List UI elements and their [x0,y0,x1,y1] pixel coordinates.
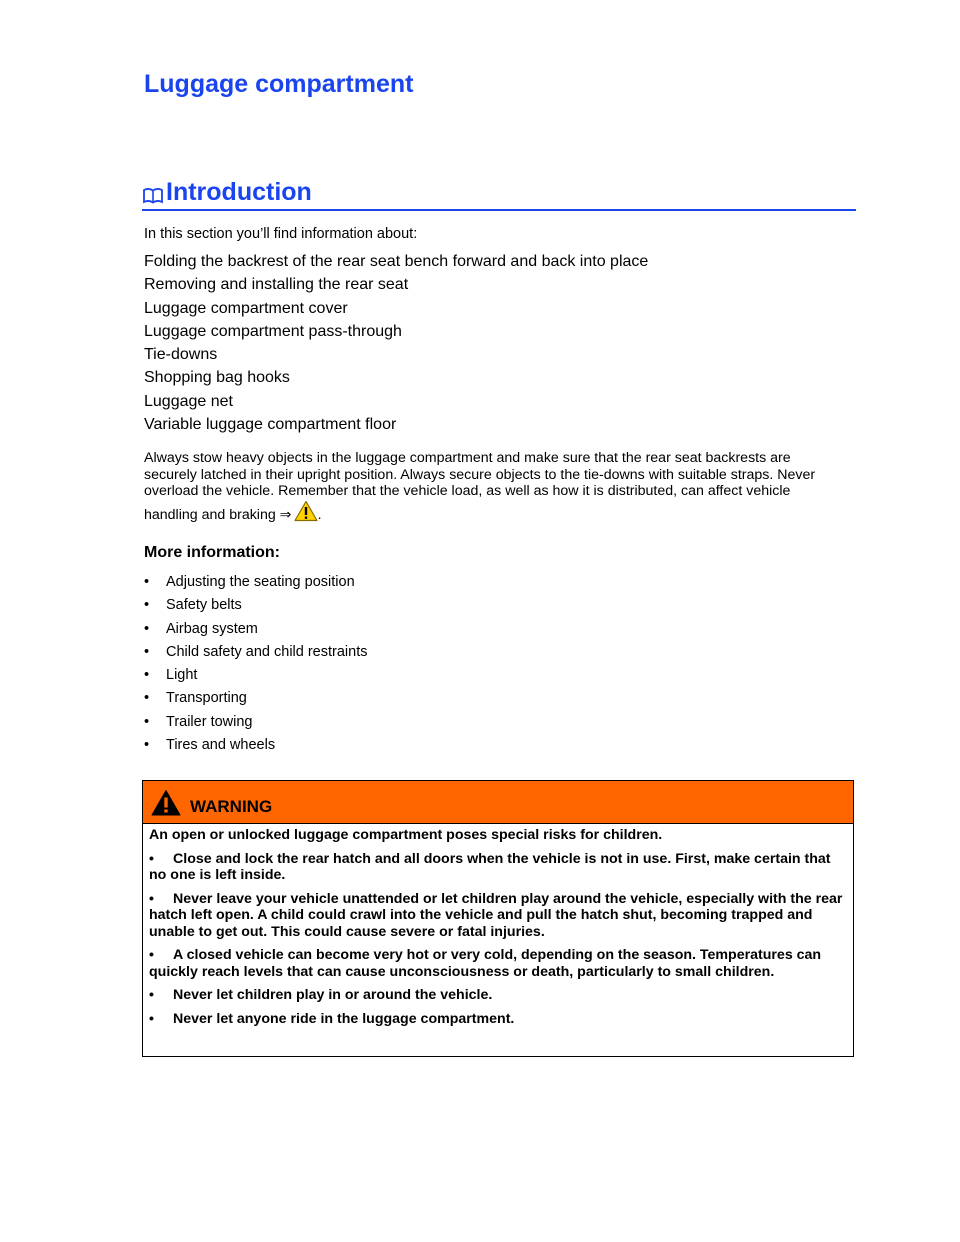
warning-label: WARNING [190,797,273,816]
section-title: Introduction [166,178,312,206]
warning-body [149,827,849,1034]
warning-item [149,987,849,1004]
more-info-label: Safety belts [166,597,242,614]
more-info-label: Transporting [166,690,247,707]
bullet: • [144,597,150,614]
bullet: • [149,987,154,1003]
more-info-item[interactable] [144,571,368,594]
paragraph-end: . [317,506,322,523]
warning-item-text: Never let anyone ride in the luggage compartment. [173,1010,515,1027]
topic-link[interactable]: Luggage compartment cover [144,299,348,317]
bullet: • [144,737,150,754]
bullet: • [144,667,150,684]
warning-item [149,891,849,941]
more-info-label: Airbag system [166,620,258,637]
topic-link[interactable]: Luggage compartment pass-through [144,322,402,340]
warning-item-text: A closed vehicle can become very hot or very cold, depending on the season. Temperatures can quickly reach levels that can cause unconsciousness or death, particularly to small children. [149,947,822,980]
warning-item-text: Close and lock the rear hatch and all doors when the vehicle is not in use. First, make certain that no one is left inside. [149,850,831,883]
book-icon [142,187,164,209]
warning-item-text: Never leave your vehicle unattended or let children play around the vehicle, especially with the rear hatch left open. A child could crawl into the vehicle and pull the hatch shut, becoming trapped and unable to get out. This could cause severe or fatal injuries. [149,890,843,940]
warning-item [149,1011,849,1028]
warning-intro: An open or unlocked luggage compartment poses special risks for children. [149,827,663,843]
more-info-item[interactable] [144,711,368,734]
intro-text: In this section you’ll find information about: [144,226,418,242]
warning-triangle-icon [151,789,181,822]
more-info-item[interactable] [144,618,368,641]
warning-item [149,851,849,884]
page-title: Luggage compartment [144,70,414,98]
more-info-list [144,571,368,757]
more-info-heading: More information: [144,544,280,561]
bullet: • [149,890,154,907]
more-info-label: Child safety and child restraints [166,643,368,660]
more-info-label: Tires and wheels [166,737,276,754]
topic-link[interactable]: Variable luggage compartment floor [144,416,397,434]
warning-header [143,781,853,824]
bullet: • [149,947,154,963]
topics-list [144,250,648,436]
bullet: • [149,850,154,867]
topic-link[interactable]: Folding the backrest of the rear seat bench forward and back into place [144,253,649,270]
more-info-item[interactable] [144,664,368,687]
bullet: • [144,574,150,590]
bullet: • [144,713,150,730]
more-info-item[interactable] [144,734,368,757]
warning-item-text: Never let children play in or around the vehicle. [173,987,493,1003]
topic-link[interactable]: Removing and installing the rear seat [144,276,409,294]
more-info-label: Trailer towing [166,713,253,730]
body-paragraph [144,450,844,526]
paragraph-text: Always stow heavy objects in the luggage compartment and make sure that the rear seat backrests are securely latched in their upright position. Always secure objects to the tie-downs with suitable straps. Never overload the vehicle. Remember that the vehicle load, as well as how it is distributed, can affect vehicle handling and braking ⇒ [144,450,816,523]
bullet: • [144,690,150,707]
topic-link[interactable]: Shopping bag hooks [144,369,290,387]
more-info-item[interactable] [144,594,368,617]
more-info-item[interactable] [144,641,368,664]
warning-box [142,780,854,1057]
more-info-item[interactable] [144,687,368,710]
warning-item [149,947,849,980]
section-header [142,178,856,211]
more-info-label: Adjusting the seating position [166,574,355,590]
bullet: • [144,620,150,637]
more-info-label: Light [166,667,198,684]
topic-link[interactable]: Luggage net [144,392,233,410]
topic-link[interactable]: Tie-downs [144,346,218,364]
warning-reference-icon[interactable] [294,500,318,527]
bullet: • [149,1010,154,1027]
bullet: • [144,643,150,660]
